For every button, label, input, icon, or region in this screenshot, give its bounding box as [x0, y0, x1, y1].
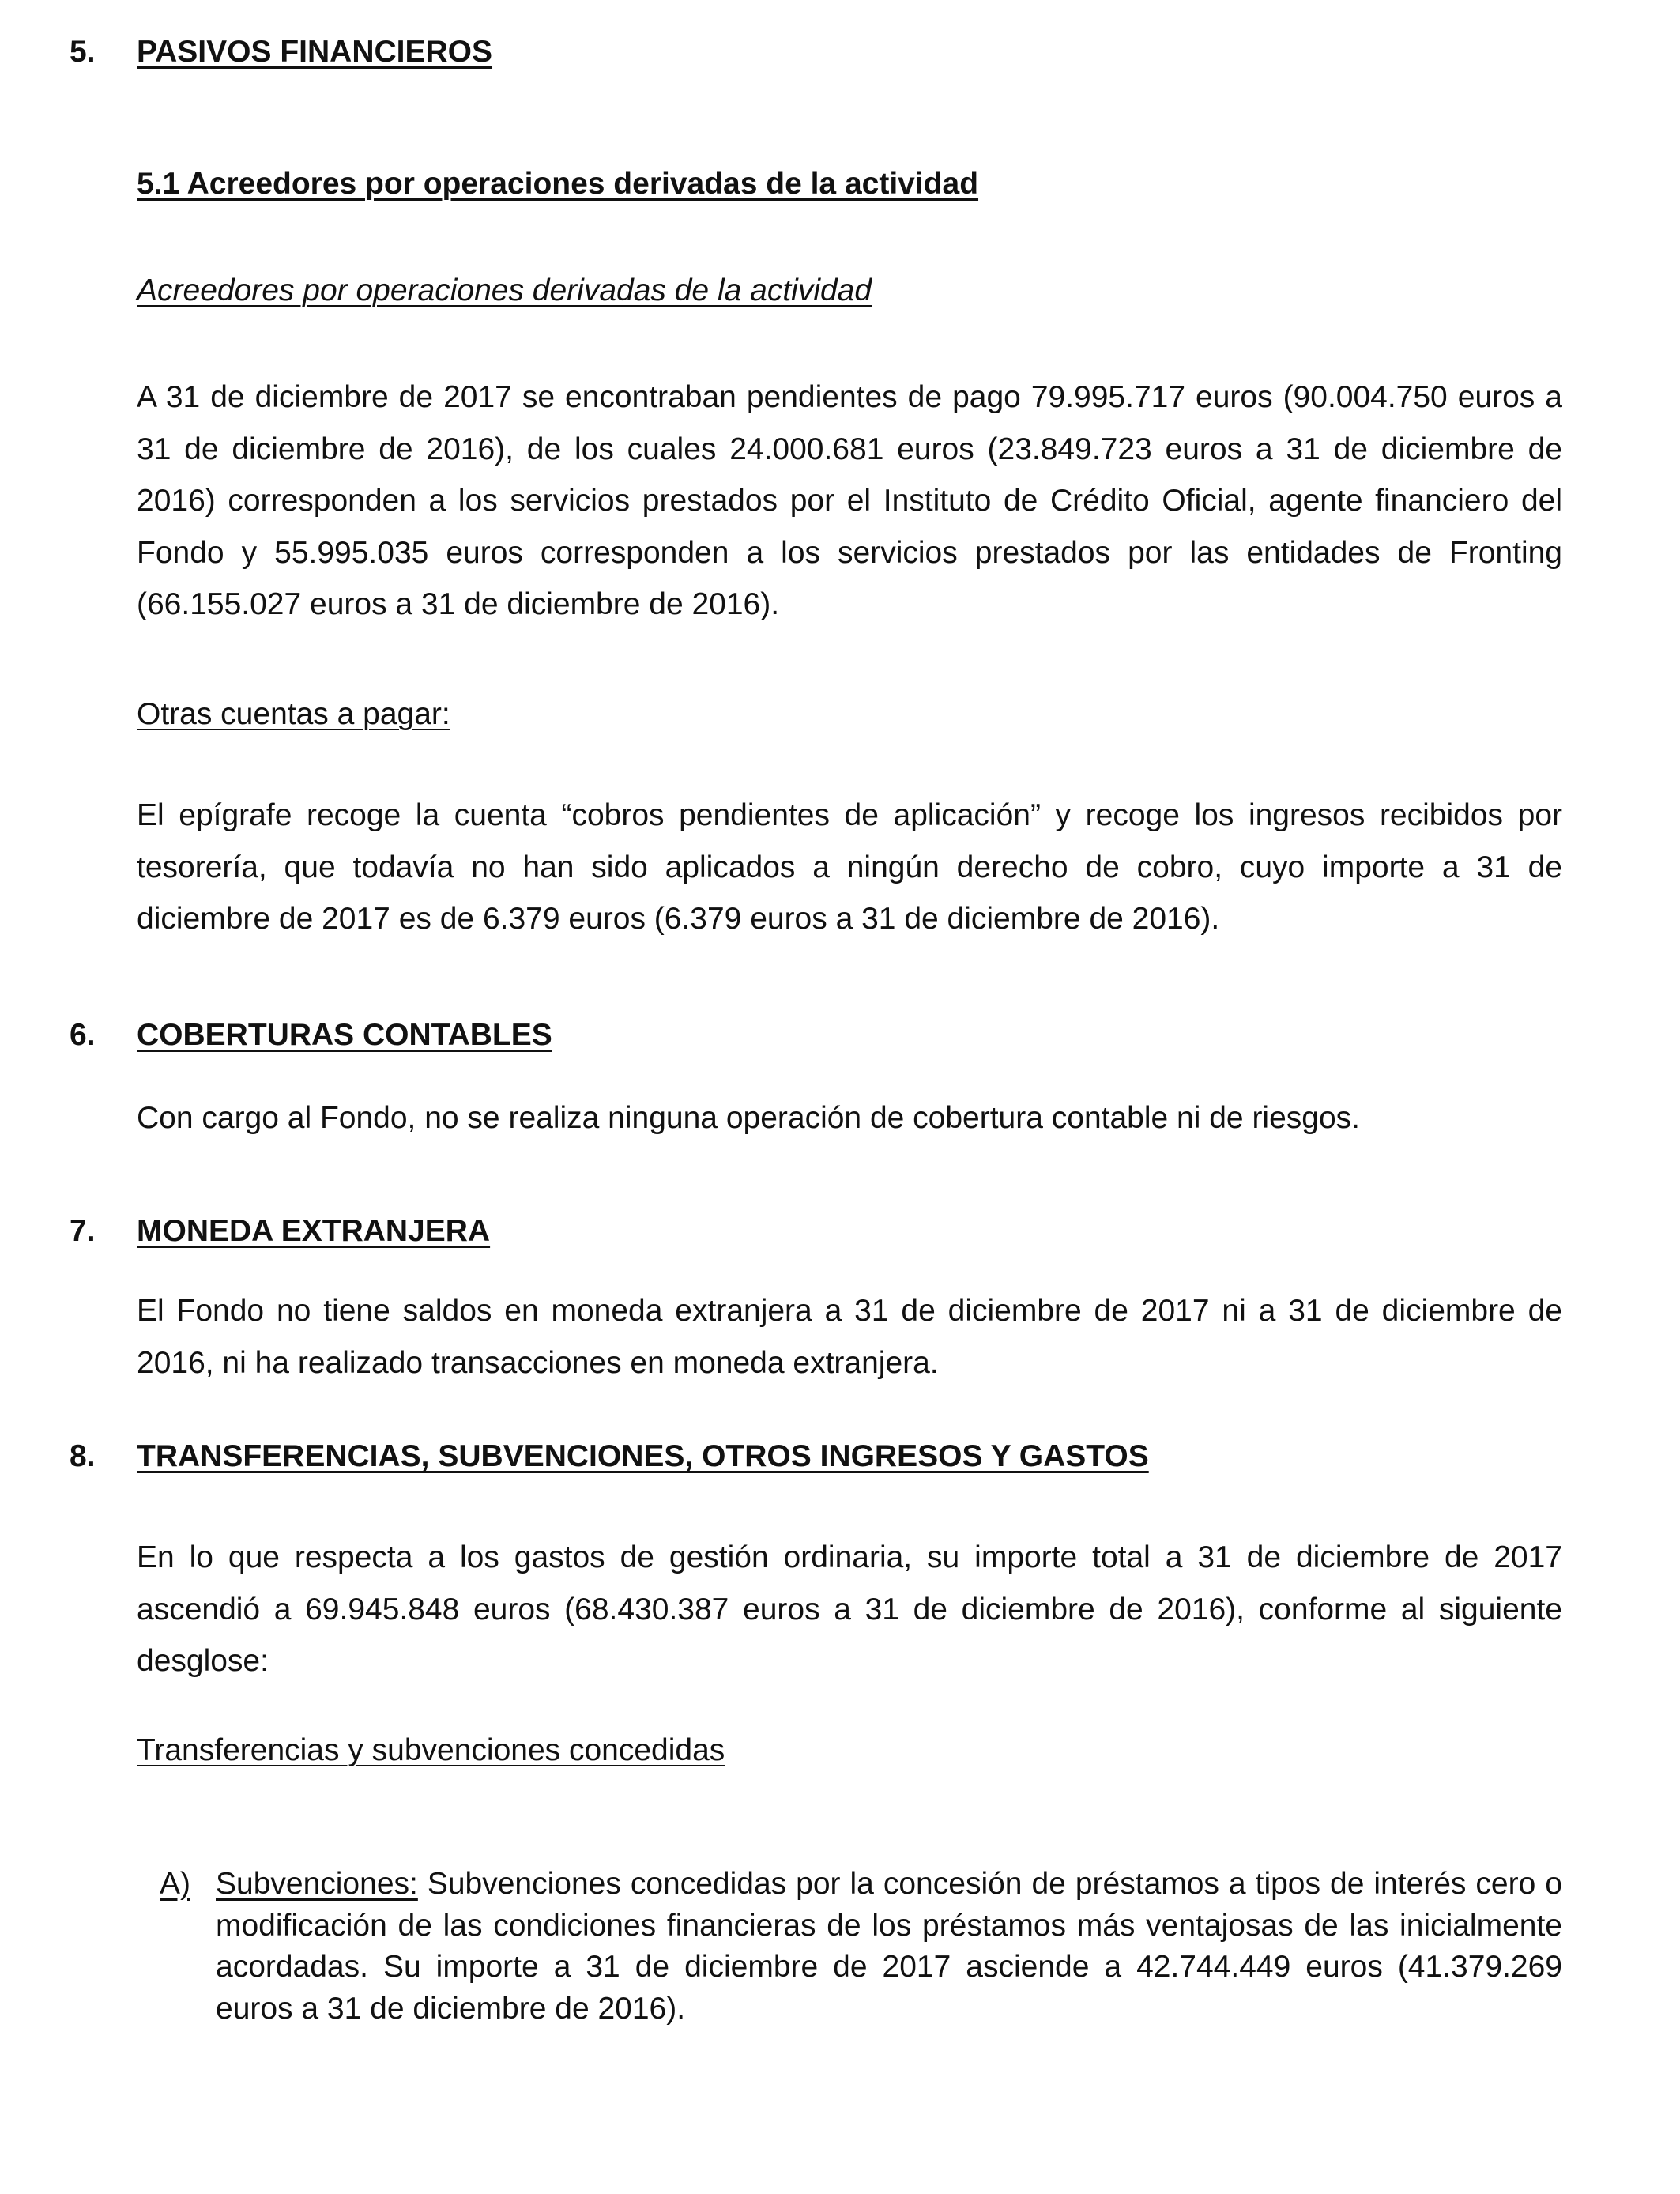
other-payables-paragraph: El epígrafe recoge la cuenta “cobros pendientes de aplicación” y recoge los ingresos recibidos por tesorería, que todavía no han sido aplicados a ningún derecho de cobro, cuyo importe a 31 de diciembre de 2017 es de 6.379 euros (6.379 euros a 31 de diciembre de 2016).	[137, 798, 1562, 936]
section-6-title: COBERTURAS CONTABLES	[137, 1018, 552, 1052]
section-5-title: PASIVOS FINANCIEROS	[137, 35, 493, 69]
subsection-5-1-title: 5.1 Acreedores por operaciones derivadas de la actividad	[137, 167, 979, 201]
section-8-title: TRANSFERENCIAS, SUBVENCIONES, OTROS INGRESOS Y GASTOS	[137, 1439, 1149, 1473]
section-7-title: MONEDA EXTRANJERA	[137, 1214, 491, 1248]
section-8-number: 8.	[70, 1439, 96, 1473]
subsection-5-1-paragraph: A 31 de diciembre de 2017 se encontraban pendientes de pago 79.995.717 euros (90.004.750 euros a 31 de diciembre de 2016), de los cuales 24.000.681 euros (23.849.723 euros a 31 de diciembre de 2016) corresponden a los servicios prestados por el Instituto de Crédito Oficial, agente financiero del Fondo y 55.995.035 euros corresponden a los servicios prestados por las entidades de Fronting (66.155.027 euros a 31 de diciembre de 2016).	[137, 380, 1562, 621]
list-item-a-lead: Subvenciones:	[216, 1867, 418, 1901]
other-payables-heading: Otras cuentas a pagar:	[137, 697, 450, 731]
list-item-a	[216, 1864, 1562, 2030]
section-7-paragraph: El Fondo no tiene saldos en moneda extranjera a 31 de diciembre de 2017 ni a 31 de diciembre de 2016, ni ha realizado transacciones en moneda extranjera.	[137, 1294, 1562, 1380]
list-item-a-text: Subvenciones concedidas por la concesión de préstamos a tipos de interés cero o modificación de las condiciones financieras de los préstamos más ventajosas de las inicialmente acordadas. Su importe a 31 de diciembre de 2017 asciende a 42.744.449 euros (41.379.269 euros a 31 de diciembre de 2016).	[216, 1867, 1562, 2026]
list-marker-a: A)	[160, 1867, 190, 1901]
section-5-number: 5.	[70, 35, 96, 69]
section-6-number: 6.	[70, 1018, 96, 1052]
subsection-5-1-italic-heading: Acreedores por operaciones derivadas de la actividad	[137, 273, 872, 307]
section-7-number: 7.	[70, 1214, 96, 1248]
section-8-paragraph: En lo que respecta a los gastos de gestión ordinaria, su importe total a 31 de diciembre de 2017 ascendió a 69.945.848 euros (68.430.387 euros a 31 de diciembre de 2016), conforme al siguiente desglose:	[137, 1540, 1562, 1678]
transfers-subheading: Transferencias y subvenciones concedidas	[137, 1733, 725, 1767]
section-6-paragraph: Con cargo al Fondo, no se realiza ninguna operación de cobertura contable ni de riesgos.	[137, 1101, 1361, 1135]
